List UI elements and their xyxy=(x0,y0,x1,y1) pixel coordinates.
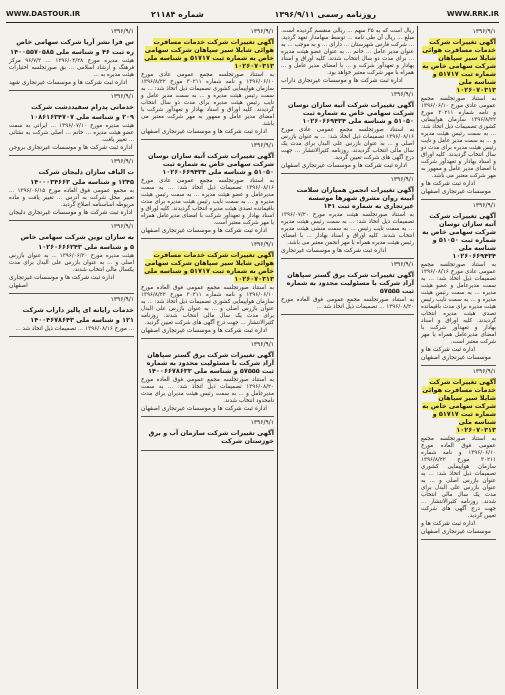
highlighted-title: آگهی تغییرات شرکت خدمات مسافرت هوائی شایلا سیر سپاهان شرکت سهامی خاص به شماره ثبت ۵۱۷۱۷ و شناسه ملی ۱۰۲۶۰۷۰۳۱۳ xyxy=(422,378,496,434)
notice-title: آگهی تغییرات شرکت برق گستر سپاهان آراد شرکت با مسئولیت محدود به شماره ثبت ۵۷۵۵۵ و شناسه ملی ۱۴۰۰۶۶۷۸۶۳۳ xyxy=(146,351,274,375)
notice-title: خدماتی پدرام سفیددشت شرکت xyxy=(31,103,134,111)
column-1 xyxy=(417,26,499,689)
notice xyxy=(141,239,274,339)
notice-signature: اداره ثبت شرکت ها و موسسات غیرتجاری xyxy=(281,247,387,254)
notice-body: به استناد صورتجلسه مجمع عمومی عادی مورخ ۱۳۹۶/۰۶/۱۰ و نامه شماره ۳۰۲۱۱ مورخ ۱۳۹۶/۸/۲۲ سازمان هواپیمایی کشوری تصمیمات ذیل اتخاذ شد: ... به سمت رئیس هیئت مدیره و ... به سمت مدیر عامل و نایب رئیس هیئت مدیره برای مدت دو سال انتخاب گردیدند. کلیه اوراق و اسناد بهادار و تعهدآور شرکت با امضای مدیر عامل و ممهور به مهر شرکت معتبر می باشد. xyxy=(141,72,274,127)
notice-title: آگهی تغییرات شرکت برق گستر سپاهان آراد شرکت با مسئولیت محدود به شماره ثبت ۵۷۵۵۵ xyxy=(286,271,414,295)
notice-signature: اداره ثبت شرکت ها و موسسات غیرتجاری اصفهان xyxy=(141,128,267,135)
column-4 xyxy=(6,26,137,689)
notice-title xyxy=(141,251,274,283)
notice-title: آگهی تغییرات شرکت آتیه سازان نوسان شرکت سهامی خاص به شماره ثبت ۵۱۰۵۰ و شناسه ملی ۱۰۲۶۰۶۶۹۴۳۴ xyxy=(287,101,414,125)
notice-date: ۱۳۹۶/۹/۱ xyxy=(110,158,134,165)
notice xyxy=(281,89,414,174)
column-2 xyxy=(277,26,417,689)
notice-title: آگهی تغییرات شرکت آتیه سازان نوسان شرکت سهامی خاص به شماره ثبت ۵۱۰۵۰ و شناسه ملی ۱۰۲۶۰۶۶۹۴۳۴ xyxy=(147,152,274,176)
notice-signature: اداره ثبت شرکت ها و موسسات غیرتجاری اصفهان xyxy=(421,346,492,361)
page-header xyxy=(6,6,499,23)
notice-title: به سازان نوین شرکت سهامی خاص xyxy=(20,233,134,241)
notice-body: به استناد صورتجلسه مجمع عمومی فوق العاده مورخ ۱۳۹۶/۰۶/۱۰ و نامه شماره ۳۰۲۱۱ مورخ ۱۳۹۶/۸/۲۲ سازمان هواپیمایی کشوری تصمیمات ذیل اتخاذ شد: ... به عنوان بازرس اصلی و ... به عنوان بازرس علی البدل برای مدت یک سال مالی انتخاب شدند. روزنامه کثیرالانتشار ... جهت درج آگهی های شرکت تعیین گردید. xyxy=(141,285,274,326)
notice xyxy=(141,339,274,417)
notice-date: ۱۳۹۶/۹/۱ xyxy=(390,91,414,98)
notice-signature: اداره ثبت شرکت ها و موسسات غیرتجاری اصفهان xyxy=(141,405,267,412)
notice-signature: اداره ثبت شرکت ها و موسسات غیرتجاری اصفهان xyxy=(141,327,267,334)
notice-title: آگهی تغییرات شرکت آتیه سازان نوسان شرکت سهامی خاص به شماره ثبت ۵۱۰۵۰ و شناسه ملی ۱۰۲۶۰۶۶۹۴۳۴ xyxy=(422,212,496,260)
notice-signature: اداره ثبت شرکت ها و موسسات غیرتجاری اصفهان xyxy=(421,520,492,535)
notice-title: آگهی تغییرات انجمن همیاران سلامت آیینه روان مشرق شهرها موسسه غیرتجاری به شماره ثبت ۱۴۱ xyxy=(296,186,414,210)
notice-body: به استناد صورتجلسه هیئت مدیره مورخ ۱۳۹۶/۰۷/۲۰ تصمیمات ذیل اتخاذ شد: ... به سمت رئیس هیئت مدیره ... به سمت نایب رئیس ... به سمت منشی هیئت مدیره انتخاب شدند. کلیه اوراق و اسناد بهادار ... با امضای رئیس هیئت مدیره همراه با مهر انجمن معتبر می باشد. xyxy=(281,212,414,246)
notice-signature: اداره ثبت شرکت ها و موسسات غیرتجاری اصفهان xyxy=(421,180,492,195)
notice-title: ت الیاف سازان دلیجان شرکت xyxy=(38,168,134,176)
notice xyxy=(9,294,134,337)
site-right[interactable]: WWW.RRK.IR xyxy=(446,10,499,18)
highlighted-title: آگهی تغییرات شرکت خدمات مسافرت هوائی شایلا سیر سپاهان شرکت سهامی خاص به شماره ثبت ۵۱۷۱۷ و شناسه ملی ۱۰۲۶۰۷۰۳۱۳ xyxy=(144,38,274,70)
notice-body: به استناد صورتجلسه مجمع عمومی فوق العاده مورخ ۱۳۹۶/۰۸/۲۰ تصمیمات ذیل اتخاذ شد: ... به سمت مدیرعامل و ... به سمت رئیس هیئت مدیران برای مدت نامحدود انتخاب شدند. xyxy=(141,377,274,404)
notice-signature: اداره ثبت شرکت ها و موسسات غیرتجاری داراب xyxy=(281,77,403,84)
notice-body: هیئت مدیره مورخ ۱۳۹۶/۰۴/۲۸ ... ۹۶/۷/۳ مرکز فرهنگ و ارشاد اسلامی ... بق صورتجلسه اختیارات هیئت مدیره به ... xyxy=(9,58,134,78)
column-3 xyxy=(137,26,277,689)
notice xyxy=(281,26,414,89)
notice-date: ۱۳۹۶/۹/۱ xyxy=(110,223,134,230)
gazette-title: روزنامه رسمی ۱۳۹۶/۹/۱۱ xyxy=(274,9,377,19)
notice-signature: اداره ثبت شرکت ها و موسسات غیرتجاری اصفهان xyxy=(281,162,407,169)
notice-registration: ره ثبت ۴۶ و شناسه ملی ۱۴۰۰۵۵۷۰۵۸۵ xyxy=(10,48,134,56)
notice xyxy=(9,221,134,294)
notice-date: ۱۳۹۶/۹/۱ xyxy=(250,341,274,348)
notice-date: ۱۳۹۶/۹/۱ xyxy=(250,241,274,248)
notice-registration: ۱۲۴۵ و شناسه ملی ۱۴۰۰۰۳۴۶۶۳ xyxy=(30,178,134,186)
notice-date: ۱۳۹۶/۹/۱ xyxy=(390,261,414,268)
notice xyxy=(281,259,414,315)
notice xyxy=(9,26,134,91)
highlighted-title: آگهی تغییرات شرکت خدمات مسافرت هوائی شایلا سیر سپاهان شرکت سهامی خاص به شماره ثبت ۵۱۷۱۷ و شناسه ملی ۱۰۲۶۰۷۰۳۱۳ xyxy=(422,38,496,94)
notice-registration: ۵ و شناسه ملی ۱۰۲۶۰۶۶۶۲۴۳ xyxy=(38,243,134,251)
notice-date: ۱۳۹۶/۹/۱ xyxy=(110,296,134,303)
notice-title xyxy=(421,378,496,434)
notice-signature: اداره ثبت شرکت ها و موسسات غیرتجاری شهد xyxy=(9,79,128,86)
notice-body: به استناد صورتجلسه مجمع عمومی عادی مورخ ۱۳۹۶/۰۸/۱۶ تصمیمات ذیل اتخاذ شد: ... به عنوان بازرس اصلی و ... به عنوان بازرس علی البدل برای مدت یک سال مالی انتخاب گردیدند. روزنامه کثیرالانتشار ... جهت درج آگهی های شرکت تعیین گردید. xyxy=(281,127,414,161)
notice-body: به استناد صورتجلسه مجمع عمومی عادی مورخ ۱۳۹۶/۰۸/۱۶ تصمیمات ذیل اتخاذ شد: ... به سمت مدیرعامل و عضو هیئت مدیره ... به سمت رئیس هیئت مدیره و ... به سمت نایب رئیس هیئت مدیره برای مدت باقیمانده تصدی هیئت مدیره انتخاب گردیدند. کلیه اوراق و اسناد بهادار و تعهدآور شرکت با امضای مدیرعامل همراه با مهر شرکت معتبر است. xyxy=(421,262,496,345)
notice-body: ... مورخ ۱۳۹۶/۰۸/۱۶ ... تصمیمات ذیل اتخاذ شد ... xyxy=(15,326,134,332)
notice-signature: اداره ثبت شرکت ها و موسسات غیرتجاری بروجن xyxy=(9,144,133,151)
notice-title: آگهی تغییرات شرکت سازمان آب و برق خوزستان شرکت xyxy=(148,429,274,445)
notice xyxy=(141,417,274,451)
notice xyxy=(421,366,496,540)
notice-date: ۱۳۹۶/۹/۱ xyxy=(250,419,274,426)
notice-date: ۱۳۹۶/۹/۱ xyxy=(110,28,134,35)
notice xyxy=(141,140,274,239)
notice-date: ۱۳۹۶/۹/۱ xyxy=(250,28,274,35)
notice-date: ۱۳۹۶/۹/۱ xyxy=(390,176,414,183)
notice-title: خدمات رایانه ای پالیز داراب شرکت xyxy=(22,306,134,314)
notice-signature: اداره ثبت شرکت ها و موسسات غیرتجاری اصفهان xyxy=(9,274,115,289)
notice-body: به استناد صورتجلسه مجمع عمومی عادی مورخ ۱۳۹۶/۰۶/۱۰ و نامه شماره ۳۰۲۱۱ مورخ ۱۳۹۶/۸/۲۲ سازمان هواپیمایی کشوری تصمیمات ذیل اتخاذ شد: ... به سمت رئیس هیئت مدیره و ... به سمت مدیر عامل و نایب رئیس هیئت مدیره برای مدت دو سال انتخاب گردیدند. کلیه اوراق و اسناد بهادار و تعهدآور شرکت با امضای مدیر عامل و ممهور به مهر شرکت معتبر می باشد. xyxy=(421,96,496,179)
notice xyxy=(281,174,414,259)
notice-signature: اداره ثبت شرکت ها و موسسات غیرتجاری دلیجان xyxy=(9,209,133,216)
notice-date: ۱۳۹۶/۹/۱ xyxy=(472,202,496,209)
notice-date: ۱۳۹۶/۹/۱ xyxy=(472,28,496,35)
notice xyxy=(9,156,134,221)
notice-body: هیئت مدیره مورخ ۱۳۹۶/۰۶/۲۰ ... به عنوان بازرس اصلی و ... به عنوان بازرس علی البدل برای مدت یکسال مالی انتخاب شدند. xyxy=(9,253,135,273)
notice xyxy=(421,200,496,366)
notice-registration: ۱۲۱ و شناسه ملی ۱۴۰۰۴۶۷۸۶۴۳ xyxy=(30,316,134,324)
highlighted-title: آگهی تغییرات شرکت خدمات مسافرت هوائی شایلا سیر سپاهان شرکت سهامی خاص به شماره ثبت ۵۱۷۱۷ و شناسه ملی ۱۰۲۶۰۷۰۳۱۳ xyxy=(144,251,274,283)
notice-body: به مجمع عمومی فوق العاده مورخ ۱۳۹۶/۰۶/۱۵ ... تغییر محل شرکت به آدرس ... تغییر یافت و ماده مربوطه اساسنامه اصلاح گردید. xyxy=(9,188,134,208)
notice-body: به استناد صورتجلسه مجمع عمومی فوق العاده مورخ ۱۳۹۶/۰۶/۱۰ و نامه شماره ۳۰۲۱۱ مورخ ۱۳۹۶/۸/۲۲ سازمان هواپیمایی کشوری تصمیمات ذیل اتخاذ شد: ... به عنوان بازرس اصلی و ... به عنوان بازرس علی البدل برای مدت یک سال مالی انتخاب شدند. روزنامه کثیرالانتشار ... جهت درج آگهی های شرکت تعیین گردید. xyxy=(421,436,496,519)
notice-date: ۱۳۹۶/۹/۱ xyxy=(250,142,274,149)
notice-title: س فرا نشر آریا شرکت سهامی خاص xyxy=(16,38,134,46)
notice-title xyxy=(141,38,274,70)
notice-body: ریال است که به ۳۵ سهم ... ریالی منقسم گردیده است. مبلغ ... ریال آن طی نامه ... توسط سهامدار تعهد گردید. ... شرکت فارس شهرستان ... دارای ... و به موجب ... به عنوان مدیر عامل ... خانم ... به عنوان عضو هیئت مدیره ... برای مدت دو سال انتخاب شدند. کلیه اوراق و اسناد بهادار و تعهدآور شرکت و ... با امضای مدیر عامل و ... همراه با مهر شرکت معتبر خواهد بود. xyxy=(281,28,414,76)
issue-number: شماره ۲۱۱۸۴ xyxy=(150,9,204,19)
notice-body: به استناد صورتجلسه مجمع عمومی عادی مورخ ۱۳۹۶/۰۸/۱۶ تصمیمات ذیل اتخاذ شد: ... به سمت مدیرعامل و عضو هیئت مدیره ... به سمت رئیس هیئت مدیره و ... به سمت نایب رئیس هیئت مدیره برای مدت باقیمانده تصدی هیئت مدیره انتخاب گردیدند. کلیه اوراق و اسناد بهادار و تعهدآور شرکت با امضای مدیرعامل همراه با مهر شرکت معتبر است. xyxy=(141,178,274,226)
notice-date: ۱۳۹۶/۹/۱ xyxy=(472,368,496,375)
notice-title xyxy=(421,38,496,94)
columns xyxy=(6,26,499,689)
notice-signature: اداره ثبت شرکت ها و موسسات غیرتجاری اصفهان xyxy=(141,227,267,234)
notice-body: هیئت مدیره مورخ ۱۳۹۶/۰۷/۱۰ ... ایرانی به سمت عضو هیئت مدیره ... خانم ... اصلی شرکت به نشانی ... تغییر یافت. xyxy=(9,123,135,143)
notice-date: ۱۳۹۶/۹/۱ xyxy=(110,93,134,100)
notice xyxy=(421,26,496,200)
notice-body: به استناد صورتجلسه مجمع عمومی فوق العاده مورخ ۱۳۹۶/۰۸/۲۰ ... تصمیمات ذیل اتخاذ شد ... xyxy=(281,297,414,310)
notice xyxy=(141,26,274,140)
notice-registration: ۲۰۹ و شناسه ملی ۱۰۸۶۱۶۳۴۷۰۷ xyxy=(30,113,134,121)
site-left[interactable]: WWW.DASTOUR.IR xyxy=(6,10,81,18)
notice xyxy=(9,91,134,156)
